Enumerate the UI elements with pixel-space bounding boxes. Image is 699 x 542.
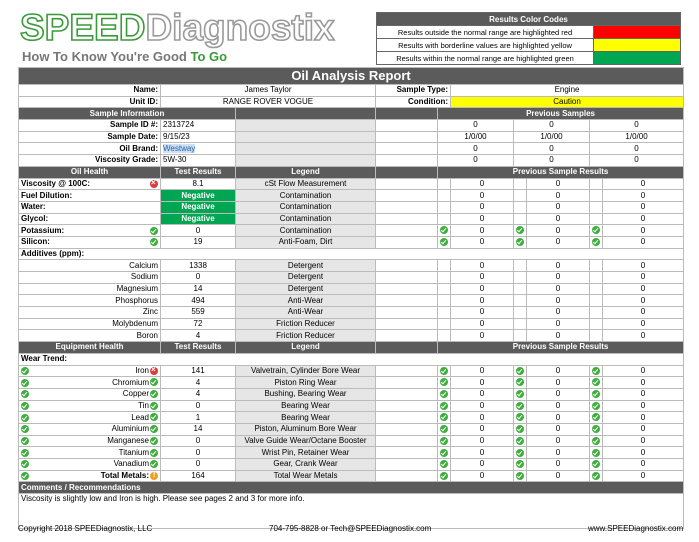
wear-metal-value: 4 <box>161 377 236 389</box>
prev-sample-id: 0 <box>590 120 684 132</box>
previous-result: 0 <box>527 470 590 482</box>
previous-result: 0 <box>451 236 514 248</box>
check-circle-icon <box>592 238 600 246</box>
additive-row <box>19 318 684 330</box>
wear-metal-row <box>19 388 684 400</box>
viscosity-grade-value: 5W-30 <box>161 155 236 167</box>
previous-result: 0 <box>527 236 590 248</box>
oil-test-value: 8.1 <box>161 178 236 190</box>
check-circle-icon <box>440 425 448 433</box>
color-codes-title: Results Color Codes <box>377 13 681 26</box>
previous-result: 0 <box>451 435 514 447</box>
previous-result: 0 <box>603 201 684 213</box>
color-swatch-green <box>594 52 681 65</box>
check-circle-icon <box>150 449 158 457</box>
previous-result: 0 <box>451 272 514 284</box>
previous-result: 0 <box>603 423 684 435</box>
previous-result: 0 <box>527 388 590 400</box>
prev-viscosity-grade: 0 <box>514 155 590 167</box>
check-circle-icon <box>592 226 600 234</box>
name-label: Name: <box>19 85 161 97</box>
check-circle-icon <box>440 472 448 480</box>
sample-id-value: 2313724 <box>161 120 236 132</box>
x-circle-icon <box>150 180 158 188</box>
oil-test-value: Negative <box>161 213 236 225</box>
wear-metal-value: 14 <box>161 423 236 435</box>
wear-metal-label: Iron <box>135 365 149 375</box>
check-circle-icon <box>516 238 524 246</box>
check-circle-icon <box>516 402 524 410</box>
previous-result: 0 <box>603 260 684 272</box>
name-value: James Taylor <box>161 85 376 97</box>
oil-test-value: Negative <box>161 201 236 213</box>
additive-label: Magnesium <box>19 283 161 295</box>
oil-health-row <box>19 201 684 213</box>
logo-diag: iagnostix <box>172 7 335 48</box>
check-circle-icon <box>150 402 158 410</box>
previous-result: 0 <box>451 201 514 213</box>
wear-trend-label: Wear Trend: <box>19 353 684 365</box>
logo-tagline-end: To Go <box>190 49 228 64</box>
oil-test-legend: Anti-Foam, Dirt <box>236 236 376 248</box>
additive-row <box>19 272 684 284</box>
previous-result: 0 <box>527 330 590 342</box>
previous-result: 0 <box>451 423 514 435</box>
color-code-yellow-label: Results with borderline values are highlighted yellow <box>377 39 594 52</box>
check-circle-icon <box>21 390 29 398</box>
check-circle-icon <box>150 460 158 468</box>
additive-value: 559 <box>161 307 236 319</box>
additive-row <box>19 260 684 272</box>
additive-value: 1338 <box>161 260 236 272</box>
previous-result: 0 <box>451 400 514 412</box>
sample-info-header: Sample Information <box>19 108 236 120</box>
check-circle-icon <box>592 367 600 375</box>
oil-brand-label: Oil Brand: <box>19 143 161 155</box>
additive-legend: Anti-Wear <box>236 295 376 307</box>
additive-value: 4 <box>161 330 236 342</box>
previous-result: 0 <box>603 388 684 400</box>
wear-metal-label: Lead <box>131 412 149 422</box>
wear-metal-label: Titanium <box>118 447 149 457</box>
equipment-health-header: Equipment Health <box>19 342 161 354</box>
viscosity-grade-label: Viscosity Grade: <box>19 155 161 167</box>
previous-result: 0 <box>603 236 684 248</box>
wear-metal-value: 0 <box>161 400 236 412</box>
oil-brand-value: Westway <box>163 143 196 153</box>
wear-legend-header: Legend <box>236 342 376 354</box>
comments-header: Comments / Recommendations <box>19 482 684 494</box>
color-swatch-red <box>594 26 681 39</box>
previous-result: 0 <box>603 307 684 319</box>
previous-result: 0 <box>603 377 684 389</box>
check-circle-icon <box>150 227 158 235</box>
color-code-red-label: Results outside the normal range are highlighted red <box>377 26 594 39</box>
additive-row <box>19 307 684 319</box>
oil-health-row <box>19 190 684 202</box>
wear-metal-legend: Piston Ring Wear <box>236 377 376 389</box>
wear-metal-value: 141 <box>161 365 236 377</box>
oil-test-legend: Contamination <box>236 201 376 213</box>
check-circle-icon <box>592 402 600 410</box>
check-circle-icon <box>592 413 600 421</box>
wear-metal-row <box>19 423 684 435</box>
wear-metal-label: Chromium <box>112 377 149 387</box>
wear-metal-legend: Bushing, Bearing Wear <box>236 388 376 400</box>
previous-result: 0 <box>527 307 590 319</box>
check-circle-icon <box>21 472 29 480</box>
previous-result: 0 <box>451 307 514 319</box>
color-code-green-label: Results within the normal range are highlighted green <box>377 52 594 65</box>
previous-result: 0 <box>603 190 684 202</box>
previous-result: 0 <box>527 377 590 389</box>
comments-text: Viscosity is slightly low and Iron is high. Please see pages 2 and 3 for more info. <box>19 494 684 529</box>
check-circle-icon <box>516 367 524 375</box>
check-circle-icon <box>516 437 524 445</box>
previous-result: 0 <box>527 178 590 190</box>
previous-result: 0 <box>451 190 514 202</box>
previous-result: 0 <box>603 400 684 412</box>
check-circle-icon <box>150 238 158 246</box>
check-circle-icon <box>440 367 448 375</box>
previous-result: 0 <box>603 412 684 424</box>
additive-value: 72 <box>161 318 236 330</box>
wear-metal-legend: Piston, Aluminum Bore Wear <box>236 423 376 435</box>
previous-result: 0 <box>603 459 684 471</box>
previous-result: 0 <box>451 447 514 459</box>
color-swatch-yellow <box>594 39 681 52</box>
wear-metal-label: Vanadium <box>113 459 149 469</box>
oil-health-row <box>19 213 684 225</box>
check-circle-icon <box>21 402 29 410</box>
check-circle-icon <box>440 437 448 445</box>
logo-speed: SPEED <box>20 7 146 48</box>
oil-test-label: Glycol: <box>21 213 49 223</box>
prev-viscosity-grade: 0 <box>438 155 514 167</box>
additives-label: Additives (ppm): <box>19 248 684 260</box>
previous-result: 0 <box>527 260 590 272</box>
wear-metal-label: Copper <box>122 389 149 399</box>
check-circle-icon <box>592 378 600 386</box>
wear-metal-value: 4 <box>161 388 236 400</box>
wear-test-results-header: Test Results <box>161 342 236 354</box>
oil-test-legend: Contamination <box>236 225 376 237</box>
previous-result: 0 <box>603 213 684 225</box>
additive-label: Calcium <box>19 260 161 272</box>
x-circle-icon <box>150 367 158 375</box>
previous-result: 0 <box>527 318 590 330</box>
check-circle-icon <box>21 425 29 433</box>
check-circle-icon <box>592 390 600 398</box>
oil-test-value: 0 <box>161 225 236 237</box>
previous-result: 0 <box>451 295 514 307</box>
footer-url: www.SPEEDiagnostix.com <box>588 524 684 533</box>
wear-metal-label: Manganese <box>107 435 149 445</box>
previous-result: 0 <box>451 412 514 424</box>
wear-metal-value: 0 <box>161 435 236 447</box>
additive-label: Phosphorus <box>19 295 161 307</box>
check-circle-icon <box>440 238 448 246</box>
check-circle-icon <box>516 413 524 421</box>
wear-metal-legend: Wrist Pin, Retainer Wear <box>236 447 376 459</box>
sample-date-value: 9/15/23 <box>161 131 236 143</box>
oil-legend-header: Legend <box>236 166 376 178</box>
check-circle-icon <box>440 402 448 410</box>
sample-date-label: Sample Date: <box>19 131 161 143</box>
previous-result: 0 <box>451 377 514 389</box>
oil-test-legend: Contamination <box>236 190 376 202</box>
check-circle-icon <box>150 378 158 386</box>
additive-legend: Friction Reducer <box>236 318 376 330</box>
previous-result: 0 <box>451 213 514 225</box>
sample-id-label: Sample ID #: <box>19 120 161 132</box>
wear-metal-row <box>19 459 684 471</box>
wear-metal-row <box>19 377 684 389</box>
previous-result: 0 <box>451 283 514 295</box>
previous-result: 0 <box>603 178 684 190</box>
footer-contact: 704-795-8828 or Tech@SPEEDiagnostix.com <box>269 524 432 533</box>
additive-label: Molybdenum <box>19 318 161 330</box>
previous-result: 0 <box>451 178 514 190</box>
wear-metal-label: Tin <box>138 400 149 410</box>
prev-sample-date: 1/0/00 <box>590 131 684 143</box>
wear-metal-row <box>19 470 684 482</box>
check-circle-icon <box>21 379 29 387</box>
previous-result: 0 <box>603 365 684 377</box>
sample-type-value: Engine <box>451 85 684 97</box>
footer-copyright: Copyright 2018 SPEEDiagnostix, LLC <box>18 524 153 533</box>
previous-result: 0 <box>527 447 590 459</box>
check-circle-icon <box>592 472 600 480</box>
previous-result: 0 <box>527 365 590 377</box>
previous-result: 0 <box>451 260 514 272</box>
report-title: Oil Analysis Report <box>19 68 684 85</box>
wear-metal-legend: Bearing Wear <box>236 400 376 412</box>
check-circle-icon <box>516 390 524 398</box>
wear-metal-row <box>19 400 684 412</box>
wear-metal-row <box>19 435 684 447</box>
sample-type-label: Sample Type: <box>376 85 451 97</box>
additive-label: Boron <box>19 330 161 342</box>
previous-result: 0 <box>603 283 684 295</box>
warning-circle-icon <box>150 472 158 480</box>
previous-result: 0 <box>603 470 684 482</box>
oil-test-legend: Contamination <box>236 213 376 225</box>
check-circle-icon <box>150 413 158 421</box>
previous-result: 0 <box>603 272 684 284</box>
wear-metal-value: 1 <box>161 412 236 424</box>
previous-result: 0 <box>603 318 684 330</box>
oil-test-label: Viscosity @ 100C: <box>21 178 91 188</box>
check-circle-icon <box>516 425 524 433</box>
oil-analysis-report <box>18 67 684 529</box>
check-circle-icon <box>440 449 448 457</box>
wear-metal-value: 164 <box>161 470 236 482</box>
oil-test-label: Water: <box>21 202 46 212</box>
additive-legend: Detergent <box>236 260 376 272</box>
previous-result: 0 <box>527 423 590 435</box>
previous-result: 0 <box>451 388 514 400</box>
wear-previous-results-header: Previous Sample Results <box>438 342 684 354</box>
wear-metal-label: Aluminium <box>111 424 149 434</box>
previous-result: 0 <box>451 470 514 482</box>
previous-result: 0 <box>451 330 514 342</box>
oil-test-label: Potassium: <box>21 225 65 235</box>
additive-row <box>19 295 684 307</box>
oil-test-label: Fuel Dilution: <box>21 190 73 200</box>
previous-result: 0 <box>451 318 514 330</box>
condition-label: Condition: <box>376 96 451 108</box>
wear-metal-value: 0 <box>161 447 236 459</box>
oil-previous-results-header: Previous Sample Results <box>438 166 684 178</box>
previous-result: 0 <box>527 283 590 295</box>
check-circle-icon <box>440 413 448 421</box>
previous-result: 0 <box>527 412 590 424</box>
check-circle-icon <box>440 378 448 386</box>
previous-result: 0 <box>527 295 590 307</box>
previous-result: 0 <box>527 459 590 471</box>
check-circle-icon <box>592 425 600 433</box>
previous-result: 0 <box>527 400 590 412</box>
wear-metal-value: 0 <box>161 459 236 471</box>
oil-test-value: 19 <box>161 236 236 248</box>
additive-label: Sodium <box>19 272 161 284</box>
unit-id-label: Unit ID: <box>19 96 161 108</box>
previous-result: 0 <box>603 447 684 459</box>
oil-test-value: Negative <box>161 190 236 202</box>
additive-value: 0 <box>161 272 236 284</box>
previous-result: 0 <box>527 225 590 237</box>
additive-row <box>19 330 684 342</box>
check-circle-icon <box>150 437 158 445</box>
check-circle-icon <box>516 460 524 468</box>
wear-metal-legend: Valvetrain, Cylinder Bore Wear <box>236 365 376 377</box>
additive-label: Zinc <box>19 307 161 319</box>
previous-result: 0 <box>603 225 684 237</box>
check-circle-icon <box>440 460 448 468</box>
previous-result: 0 <box>527 201 590 213</box>
wear-metal-row <box>19 365 684 377</box>
additive-legend: Detergent <box>236 283 376 295</box>
additive-value: 14 <box>161 283 236 295</box>
previous-result: 0 <box>527 435 590 447</box>
oil-health-row <box>19 236 684 248</box>
check-circle-icon <box>21 414 29 422</box>
check-circle-icon <box>516 226 524 234</box>
prev-sample-id: 0 <box>438 120 514 132</box>
check-circle-icon <box>440 226 448 234</box>
oil-test-label: Silicon: <box>21 237 50 247</box>
check-circle-icon <box>516 449 524 457</box>
previous-result: 0 <box>451 225 514 237</box>
prev-sample-date: 1/0/00 <box>514 131 590 143</box>
wear-metal-legend: Gear, Crank Wear <box>236 459 376 471</box>
check-circle-icon <box>440 390 448 398</box>
previous-result: 0 <box>451 459 514 471</box>
previous-samples-header: Previous Samples <box>438 108 684 120</box>
oil-health-row <box>19 225 684 237</box>
color-codes-table <box>376 12 681 65</box>
additive-legend: Friction Reducer <box>236 330 376 342</box>
previous-result: 0 <box>527 190 590 202</box>
previous-result: 0 <box>527 213 590 225</box>
check-circle-icon <box>21 367 29 375</box>
previous-result: 0 <box>527 272 590 284</box>
additive-row <box>19 283 684 295</box>
wear-metal-legend: Bearing Wear <box>236 412 376 424</box>
oil-health-header: Oil Health <box>19 166 161 178</box>
oil-test-results-header: Test Results <box>161 166 236 178</box>
additive-legend: Detergent <box>236 272 376 284</box>
check-circle-icon <box>592 460 600 468</box>
check-circle-icon <box>21 460 29 468</box>
check-circle-icon <box>150 425 158 433</box>
wear-metal-legend: Valve Guide Wear/Octane Booster <box>236 435 376 447</box>
check-circle-icon <box>592 449 600 457</box>
oil-test-legend: cSt Flow Measurement <box>236 178 376 190</box>
wear-metal-legend: Total Wear Metals <box>236 470 376 482</box>
check-circle-icon <box>150 390 158 398</box>
oil-health-row <box>19 178 684 190</box>
condition-value: Caution <box>451 96 684 108</box>
check-circle-icon <box>21 449 29 457</box>
wear-metal-row <box>19 447 684 459</box>
logo-d: D <box>145 7 173 48</box>
prev-sample-id: 0 <box>514 120 590 132</box>
previous-result: 0 <box>603 435 684 447</box>
unit-id-value: RANGE ROVER VOGUE <box>161 96 376 108</box>
check-circle-icon <box>516 472 524 480</box>
logo-tagline: How To Know You're Good <box>22 49 191 64</box>
prev-oil-brand: 0 <box>590 143 684 155</box>
prev-oil-brand: 0 <box>514 143 590 155</box>
check-circle-icon <box>516 378 524 386</box>
check-circle-icon <box>21 437 29 445</box>
additive-value: 494 <box>161 295 236 307</box>
previous-result: 0 <box>451 365 514 377</box>
check-circle-icon <box>592 437 600 445</box>
prev-viscosity-grade: 0 <box>590 155 684 167</box>
additive-legend: Anti-Wear <box>236 307 376 319</box>
previous-result: 0 <box>603 330 684 342</box>
wear-metal-label: Total Metals: <box>100 471 149 481</box>
wear-metal-row <box>19 412 684 424</box>
logo <box>20 8 360 68</box>
prev-oil-brand: 0 <box>438 143 514 155</box>
prev-sample-date: 1/0/00 <box>438 131 514 143</box>
previous-result: 0 <box>603 295 684 307</box>
